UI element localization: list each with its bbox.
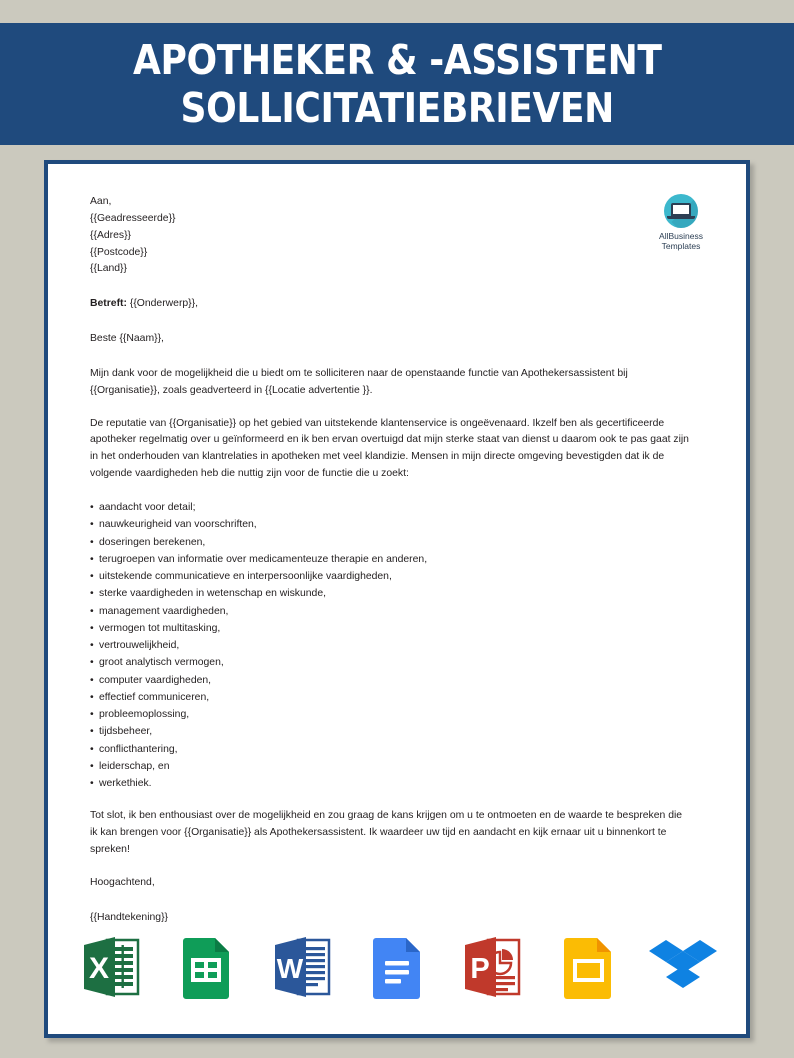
list-item: • conflicthantering, [90,741,690,758]
address-line: {{Adres}} [90,229,132,241]
signature-placeholder: {{Handtekening}} [90,911,169,923]
skills-list [90,499,690,793]
list-item: • aandacht voor detail; [90,499,690,516]
microsoft-powerpoint-icon[interactable] [455,930,529,1004]
list-item: • vermogen tot multitasking, [90,620,690,637]
logo-text-line-2: Templates [661,241,701,252]
list-item: • doseringen berekenen, [90,534,690,551]
list-item: • nauwkeurigheid van voorschriften, [90,516,690,533]
page-title-line-2: SOLLICITATIEBRIEVEN [180,84,614,132]
google-docs-icon[interactable] [360,930,434,1004]
allbusiness-templates-logo [638,194,724,252]
microsoft-word-icon[interactable] [265,930,339,1004]
subject-label: Betreft: [90,298,127,310]
list-item: • probleemoplossing, [90,706,690,723]
list-item: • effectief communiceren, [90,689,690,706]
address-line: {{Land}} [90,263,127,275]
laptop-icon [664,194,698,228]
google-sheets-icon[interactable] [169,930,243,1004]
letter-paragraph-1: Mijn dank voor de mogelijkheid die u biedt om te solliciteren naar de openstaande functie van Apothekersassistent bij {{Organisatie}}, zoals geadverteerd in {{Locatie advertentie }}. [90,367,628,396]
recipient-address-block [90,194,690,278]
logo-text-line-1: AllBusiness [659,231,703,241]
document-preview[interactable] [44,160,750,1038]
list-item: • werkethiek. [90,775,690,792]
salutation: Beste {{Naam}}, [90,333,164,345]
microsoft-excel-icon[interactable] [74,930,148,1004]
address-line: {{Postcode}} [90,246,148,258]
list-item: • management vaardigheden, [90,603,690,620]
svg-text:P: P [470,953,490,985]
subject-value: {{Onderwerp}}, [129,298,199,310]
letter-paragraph-2: De reputatie van {{Organisatie}} op het gebied van uitstekende klantenservice is ongeëvenaard. Ikzelf ben als gecertificeerde apotheker regelmatig over u geïnformeerd en ik ben ervan overtuigd dat mijn sterke staat van dienst u daarom ook te pas gaat zijn in het onderhouden van klantrelaties in apotheken met veel klandizie. Mensen in mijn directe omgeving bevestigden dat ik de volgende vaardigheden heb die nuttig zijn voor de functie die u zoekt: [90,417,689,480]
list-item: • sterke vaardigheden in wetenschap en wiskunde, [90,585,690,602]
svg-text:W: W [276,953,303,984]
letter-body [90,194,690,927]
list-item: • leiderschap, en [90,758,690,775]
list-item: • groot analytisch vermogen, [90,654,690,671]
letter-paragraph-3: Tot slot, ik ben enthousiast over de mogelijkheid en zou graag de kans krijgen om u te ontmoeten en de waarde te bespreken die ik kan brengen voor {{Organisatie}} als Apothekersassistent. Ik waardeer uw tijd en aandacht en kijk ernaar uit u binnenkort te spreken! [90,810,683,856]
list-item: • computer vaardigheden, [90,672,690,689]
dropbox-icon[interactable] [646,930,720,1004]
subject-line [90,296,690,313]
address-line: Aan, [90,196,112,207]
closing-line: Hoogachtend, [90,877,155,889]
list-item: • tijdsbeheer, [90,723,690,740]
page-title-line-1: APOTHEKER & -ASSISTENT [132,35,662,84]
list-item: • uitstekende communicatieve en interpersoonlijke vaardigheden, [90,568,690,585]
svg-text:X: X [88,952,110,985]
file-format-icons [74,930,720,1004]
google-slides-icon[interactable] [551,930,625,1004]
page-title-banner [0,23,794,145]
list-item: • terugroepen van informatie over medicamenteuze therapie en anderen, [90,551,690,568]
list-item: • vertrouwelijkheid, [90,637,690,654]
address-line: {{Geadresseerde}} [90,212,176,224]
